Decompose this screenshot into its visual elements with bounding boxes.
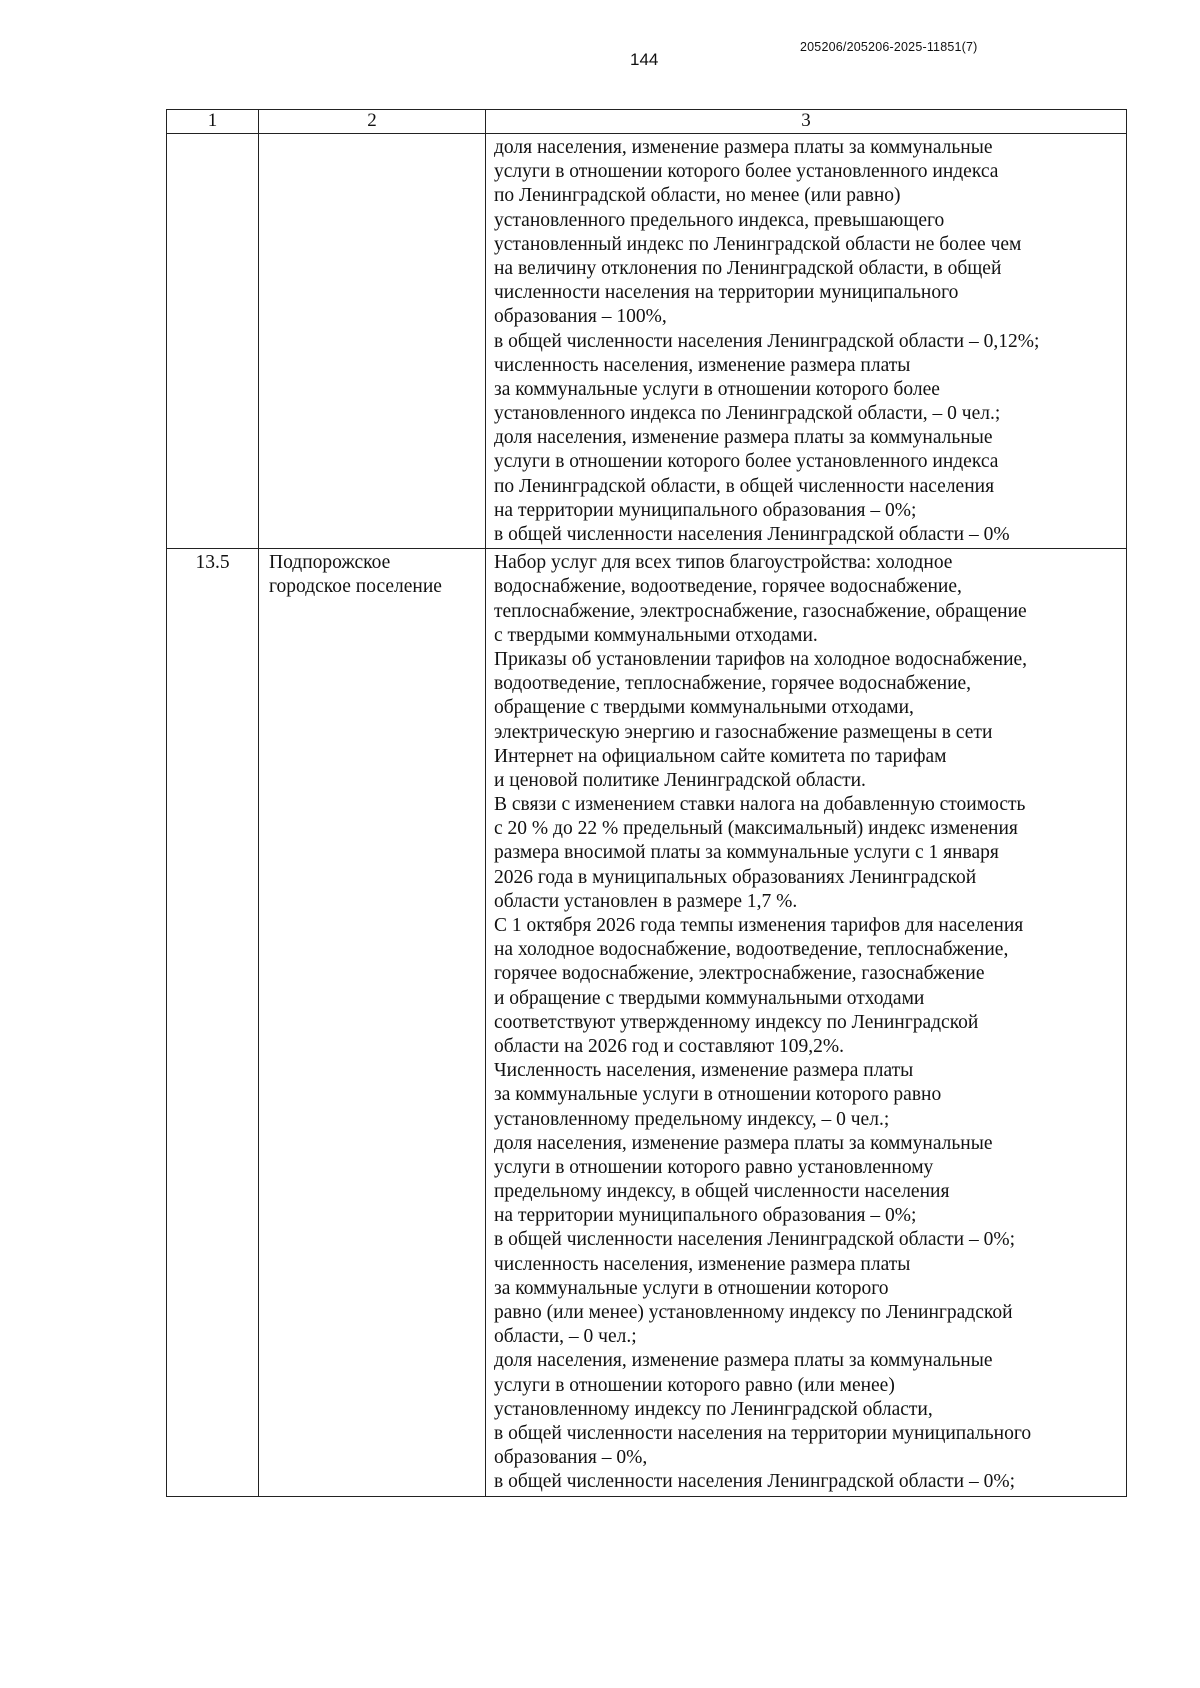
text-line: установленного индекса по Ленинградской области, – 0 чел.; [494,403,1001,425]
text-line: в общей численности населения Ленинградской области – 0,12%; [494,330,1040,352]
column-header-2: 2 [259,110,486,134]
text-line: установленный индекс по Ленинградской области не более чем [494,233,1022,255]
row-number-cell: 13.5 [167,549,259,1496]
settlement-name-line: городское поселение [269,576,442,598]
text-line: Приказы об установлении тарифов на холодное водоснабжение, [494,648,1028,670]
table-header-row [167,110,1127,134]
text-line: численности населения на территории муниципального [494,282,959,304]
text-line: 2026 года в муниципальных образованиях Ленинградской [494,866,977,888]
text-line: образования – 0%, [494,1447,648,1469]
text-line: В связи с изменением ставки налога на добавленную стоимость [494,794,1026,816]
text-line: на территории муниципального образования – 0%; [494,499,917,521]
text-line: в общей численности населения Ленинградской области – 0% [494,524,1010,545]
text-line: численность населения, изменение размера платы [494,354,911,376]
text-line: услуги в отношении которого более установленного индекса [494,451,999,473]
column-header-1: 1 [167,110,259,134]
text-line: услуги в отношении которого равно установленному [494,1156,934,1178]
page-number: 144 [630,50,659,69]
text-line: водоснабжение, водоотведение, горячее водоснабжение, [494,576,962,598]
document-id: 205206/205206-2025-11851(7) [800,40,978,54]
row-number-cell [167,134,259,549]
text-line: на холодное водоснабжение, водоотведение, теплоснабжение, [494,939,1009,961]
text-line: соответствуют утвержденному индексу по Ленинградской [494,1011,979,1033]
text-line: Набор услуг для всех типов благоустройства: холодное [494,552,953,574]
text-line: водоотведение, теплоснабжение, горячее водоснабжение, [494,673,972,695]
text-line: образования – 100%, [494,306,667,328]
text-line: услуги в отношении которого более установленного индекса [494,161,999,183]
text-line: с твердыми коммунальными отходами. [494,624,818,646]
column-header-3: 3 [486,110,1127,134]
text-line: С 1 октября 2026 года темпы изменения тарифов для населения [494,915,1024,936]
text-line: размера вносимой платы за коммунальные услуги с 1 января [494,842,999,864]
text-line: за коммунальные услуги в отношении которого равно [494,1084,942,1106]
text-line: области на 2026 год и составляют 109,2%. [494,1035,845,1057]
text-line: обращение с твердыми коммунальными отходами, [494,697,914,719]
text-line: установленному предельному индексу, – 0 чел.; [494,1108,890,1130]
text-line: в общей численности населения Ленинградской области – 0%; [494,1471,1016,1493]
text-line: доля населения, изменение размера платы за коммунальные [494,1132,993,1154]
text-line: области установлен в размере 1,7 %. [494,890,798,912]
text-line: с 20 % до 22 % предельный (максимальный) индекс изменения [494,818,1018,840]
row-name-cell [259,549,486,1496]
row-name-cell [259,134,486,549]
text-line: в общей численности населения Ленинградской области – 0%; [494,1229,1016,1251]
text-line: на территории муниципального образования – 0%; [494,1205,917,1227]
text-line: доля населения, изменение размера платы за коммунальные [494,427,993,449]
text-line: и обращение с твердыми коммунальными отходами [494,987,925,1009]
data-table [166,109,1127,1497]
table-row [167,134,1127,549]
row-text-cell [486,549,1127,1496]
text-line: по Ленинградской области, но менее (или равно) [494,185,901,207]
text-line: на величину отклонения по Ленинградской области, в общей [494,257,1002,279]
text-line: за коммунальные услуги в отношении которого более [494,378,940,400]
text-line: установленного предельного индекса, превышающего [494,209,945,231]
text-line: электрическую энергию и газоснабжение размещены в сети [494,721,993,743]
text-line: за коммунальные услуги в отношении которого [494,1277,889,1299]
text-line: услуги в отношении которого равно (или менее) [494,1374,895,1396]
text-line: и ценовой политике Ленинградской области. [494,769,866,791]
text-line: Интернет на официальном сайте комитета по тарифам [494,745,947,767]
settlement-name-line: Подпорожское [269,552,391,574]
text-line: численность населения, изменение размера платы [494,1253,911,1275]
text-line: в общей численности населения на территории муниципального [494,1422,1032,1444]
text-line: установленному индексу по Ленинградской области, [494,1398,933,1420]
text-line: Численность населения, изменение размера платы [494,1060,914,1082]
row-text-cell [486,134,1127,549]
text-line: области, – 0 чел.; [494,1326,637,1348]
text-line: доля населения, изменение размера платы за коммунальные [494,137,993,158]
text-line: доля населения, изменение размера платы за коммунальные [494,1350,993,1372]
text-line: горячее водоснабжение, электроснабжение, газоснабжение [494,963,985,985]
text-line: предельному индексу, в общей численности населения [494,1181,950,1203]
table-row [167,549,1127,1496]
text-line: равно (или менее) установленному индексу по Ленинградской [494,1302,1013,1323]
text-line: по Ленинградской области, в общей численности населения [494,475,995,497]
text-line: теплоснабжение, электроснабжение, газоснабжение, обращение [494,600,1027,622]
